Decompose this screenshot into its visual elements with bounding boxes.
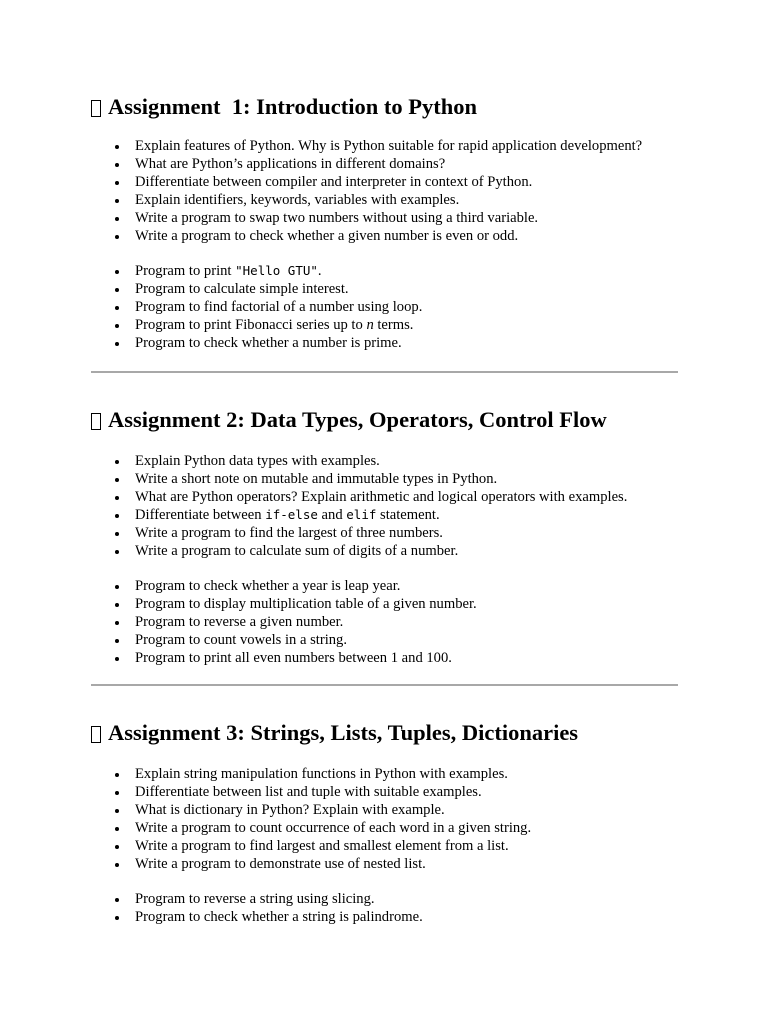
list-item: Program to print all even numbers between 1 and 100. <box>91 649 477 667</box>
list-item: Differentiate between list and tuple with suitable examples. <box>91 783 531 801</box>
missing-glyph-icon <box>91 726 101 743</box>
list-item <box>91 262 422 280</box>
list-item: Program to check whether a number is prime. <box>91 334 422 352</box>
assignment-3-title: Assignment 3: Strings, Lists, Tuples, Dictionaries <box>108 720 579 745</box>
list-item: Write a program to demonstrate use of nested list. <box>91 855 531 873</box>
horizontal-divider <box>91 371 678 373</box>
list-item: Write a program to find the largest of three numbers. <box>91 524 627 542</box>
list-item: Write a program to swap two numbers without using a third variable. <box>91 209 642 227</box>
list-item: Write a program to find largest and smallest element from a list. <box>91 837 531 855</box>
list-item: Differentiate between compiler and interpreter in context of Python. <box>91 173 642 191</box>
missing-glyph-icon <box>91 413 101 430</box>
item-text: terms. <box>373 317 414 334</box>
assignment-3-section <box>91 718 678 926</box>
assignment-3-heading <box>91 718 678 748</box>
list-item: Program to check whether a string is palindrome. <box>91 908 423 926</box>
list-item <box>91 506 627 524</box>
list-item: Program to count vowels in a string. <box>91 631 477 649</box>
list-item: Write a program to calculate sum of digits of a number. <box>91 542 627 560</box>
assignment-1-section <box>91 92 678 352</box>
italic-variable: n <box>366 317 374 334</box>
item-text: statement. <box>376 507 440 524</box>
assignment-1-theory-list <box>91 137 642 246</box>
assignment-2-section <box>91 405 678 667</box>
list-item: Program to check whether a year is leap year. <box>91 577 477 595</box>
inline-code: "Hello GTU" <box>235 263 318 278</box>
assignment-1-heading <box>91 92 678 122</box>
inline-code: elif <box>346 507 377 523</box>
list-item: Explain string manipulation functions in Python with examples. <box>91 765 531 783</box>
list-item: Explain features of Python. Why is Python suitable for rapid application development? <box>91 137 642 155</box>
assignment-1-title: Assignment 1: Introduction to Python <box>108 94 477 119</box>
item-text: Differentiate between <box>135 507 266 524</box>
list-item: Program to display multiplication table of a given number. <box>91 595 477 613</box>
assignment-1-practical-list <box>91 262 422 352</box>
list-item: Write a program to count occurrence of each word in a given string. <box>91 819 531 837</box>
list-item: Write a program to check whether a given number is even or odd. <box>91 227 642 245</box>
missing-glyph-icon <box>91 100 101 117</box>
item-text: Program to print Fibonacci series up to <box>135 317 367 334</box>
assignment-2-theory-list <box>91 452 627 561</box>
list-item: What are Python’s applications in different domains? <box>91 155 642 173</box>
assignment-3-practical-list <box>91 890 423 926</box>
list-item: Program to calculate simple interest. <box>91 280 422 298</box>
item-text: and <box>317 507 347 524</box>
list-item: Program to reverse a string using slicing. <box>91 890 423 908</box>
list-item: Write a short note on mutable and immutable types in Python. <box>91 470 627 488</box>
list-item: Program to reverse a given number. <box>91 613 477 631</box>
inline-code: if-else <box>265 507 318 523</box>
item-text: Program to print <box>135 263 236 279</box>
assignment-2-title: Assignment 2: Data Types, Operators, Control Flow <box>108 407 607 432</box>
list-item: What is dictionary in Python? Explain with example. <box>91 801 531 819</box>
horizontal-divider <box>91 684 678 686</box>
item-text: . <box>317 263 322 279</box>
assignment-2-practical-list <box>91 577 477 667</box>
list-item <box>91 316 422 334</box>
assignment-2-heading <box>91 405 678 435</box>
assignment-3-theory-list <box>91 765 531 874</box>
list-item: Explain Python data types with examples. <box>91 452 627 470</box>
list-item: Explain identifiers, keywords, variables with examples. <box>91 191 642 209</box>
list-item: What are Python operators? Explain arithmetic and logical operators with examples. <box>91 488 627 506</box>
list-item: Program to find factorial of a number using loop. <box>91 298 422 316</box>
